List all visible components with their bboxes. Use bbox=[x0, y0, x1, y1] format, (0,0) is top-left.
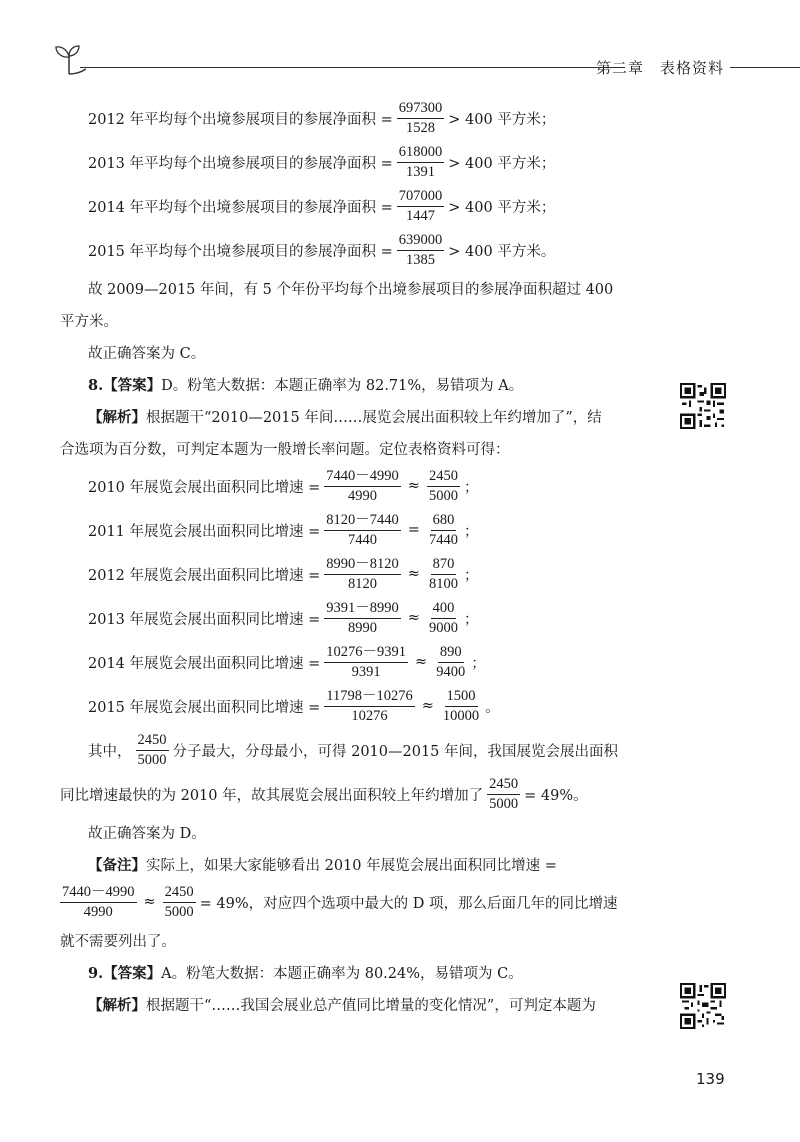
q8-answer-line bbox=[60, 368, 660, 400]
denominator: 8120 bbox=[348, 575, 378, 592]
fraction bbox=[324, 512, 401, 548]
numerator: 400 bbox=[431, 600, 457, 619]
answer-q8 bbox=[60, 816, 660, 848]
numerator: 2450 bbox=[487, 776, 520, 795]
fraction bbox=[397, 100, 445, 136]
answer-tag: 9.【答案】 bbox=[88, 964, 162, 982]
answer-q7 bbox=[60, 336, 660, 368]
answer-text: 故正确答案为 C。 bbox=[88, 345, 206, 362]
calc-line-2014 bbox=[60, 184, 660, 228]
numerator: 7440－4990 bbox=[324, 468, 401, 487]
note-tag: 【备注】 bbox=[88, 856, 146, 874]
numerator: 8120－7440 bbox=[324, 512, 401, 531]
denominator: 1528 bbox=[406, 119, 436, 136]
numerator: 618000 bbox=[397, 144, 445, 163]
line-label: 2015 年平均每个出境参展项目的参展净面积 = bbox=[88, 243, 393, 260]
analysis-tag: 【解析】 bbox=[88, 408, 146, 426]
note-text: 就不需要列出了。 bbox=[60, 933, 176, 950]
fraction bbox=[163, 884, 196, 920]
line-label: 2010 年展览会展出面积同比增速 = bbox=[88, 479, 321, 496]
numerator: 1500 bbox=[445, 688, 478, 707]
fraction bbox=[427, 600, 460, 636]
line-label: 2012 年展览会展出面积同比增速 = bbox=[88, 567, 321, 584]
growth-line-2010 bbox=[60, 464, 660, 508]
page-content bbox=[60, 96, 660, 1020]
fraction bbox=[324, 600, 401, 636]
fastest-prefix: 同比增速最快的为 2010 年，故其展览会展出面积较上年约增加了 bbox=[60, 787, 484, 804]
fastest-line bbox=[60, 772, 660, 816]
numerator: 680 bbox=[431, 512, 457, 531]
numerator: 890 bbox=[438, 644, 464, 663]
denominator: 9391 bbox=[351, 663, 381, 680]
growth-line-2012 bbox=[60, 552, 660, 596]
page-number: 139 bbox=[696, 1070, 725, 1088]
fraction bbox=[324, 468, 401, 504]
growth-line-2013 bbox=[60, 596, 660, 640]
numerator: 870 bbox=[431, 556, 457, 575]
line-label: 2013 年平均每个出境参展项目的参展净面积 = bbox=[88, 155, 393, 172]
denominator: 7440 bbox=[428, 531, 458, 548]
fraction bbox=[324, 556, 401, 592]
line-tail: ； bbox=[463, 611, 479, 628]
denominator: 4990 bbox=[83, 903, 113, 920]
analysis-text: 根据题干“……我国会展业总产值同比增量的变化情况”，可判定本题为 bbox=[146, 997, 596, 1014]
among-suffix: 分子最大，分母最小，可得 2010—2015 年间，我国展览会展出面积 bbox=[172, 743, 619, 760]
among-prefix: 其中， bbox=[88, 743, 132, 760]
q8-analysis-line-1 bbox=[60, 400, 660, 432]
operator: ≈ bbox=[407, 566, 420, 582]
fraction bbox=[397, 144, 445, 180]
denominator: 1391 bbox=[406, 163, 436, 180]
denominator: 9000 bbox=[428, 619, 458, 636]
note-text: 实际上，如果大家能够看出 2010 年展览会展出面积同比增速 = bbox=[146, 857, 557, 874]
conclusion-line-1 bbox=[60, 272, 660, 304]
note-line-1 bbox=[60, 848, 660, 880]
line-label: 2014 年平均每个出境参展项目的参展净面积 = bbox=[88, 199, 393, 216]
note-line-2 bbox=[60, 880, 660, 924]
header-rule-right bbox=[730, 67, 800, 68]
growth-line-2015 bbox=[60, 684, 660, 728]
conclusion-line-2 bbox=[60, 304, 660, 336]
line-tail: > 400 平方米； bbox=[448, 155, 556, 172]
fraction bbox=[434, 644, 467, 680]
denominator: 5000 bbox=[164, 903, 194, 920]
denominator: 5000 bbox=[137, 751, 167, 768]
denominator: 1385 bbox=[406, 251, 436, 268]
analysis-text: 合选项为百分数，可判定本题为一般增长率问题。定位表格资料可得： bbox=[60, 441, 510, 458]
line-tail: > 400 平方米； bbox=[448, 111, 556, 128]
denominator: 5000 bbox=[489, 795, 519, 812]
denominator: 10276 bbox=[351, 707, 388, 724]
operator: ≈ bbox=[415, 654, 428, 670]
calc-line-2012 bbox=[60, 96, 660, 140]
operator: = bbox=[407, 522, 420, 538]
analysis-tag: 【解析】 bbox=[88, 996, 146, 1014]
calc-line-2015 bbox=[60, 228, 660, 272]
line-label: 2012 年平均每个出境参展项目的参展净面积 = bbox=[88, 111, 393, 128]
operator: ≈ bbox=[143, 894, 156, 910]
fraction bbox=[324, 644, 408, 680]
numerator: 9391－8990 bbox=[324, 600, 401, 619]
note-line-3 bbox=[60, 924, 660, 956]
q9-answer-line bbox=[60, 956, 660, 988]
numerator: 697300 bbox=[397, 100, 445, 119]
qr-code-icon[interactable] bbox=[680, 983, 726, 1029]
denominator: 5000 bbox=[428, 487, 458, 504]
numerator: 2450 bbox=[136, 732, 169, 751]
answer-text: 故正确答案为 D。 bbox=[88, 825, 206, 842]
numerator: 8990－8120 bbox=[324, 556, 401, 575]
fraction bbox=[136, 732, 169, 768]
chapter-title: 第二章 表格资料 bbox=[596, 59, 725, 77]
numerator: 639000 bbox=[397, 232, 445, 251]
operator: ≈ bbox=[407, 610, 420, 626]
line-tail: ； bbox=[463, 567, 479, 584]
fraction bbox=[397, 188, 445, 224]
fraction bbox=[427, 468, 460, 504]
page-header bbox=[40, 40, 800, 80]
q9-analysis-line bbox=[60, 988, 660, 1020]
fastest-suffix: = 49%。 bbox=[524, 787, 588, 804]
line-label: 2011 年展览会展出面积同比增速 = bbox=[88, 523, 321, 540]
denominator: 1447 bbox=[406, 207, 436, 224]
analysis-text: 根据题干“2010—2015 年间……展览会展出面积较上年约增加了”，结 bbox=[146, 409, 602, 426]
header-rule-left bbox=[80, 67, 625, 68]
fraction bbox=[427, 556, 460, 592]
denominator: 10000 bbox=[442, 707, 480, 724]
fraction bbox=[487, 776, 520, 812]
denominator: 9400 bbox=[436, 663, 466, 680]
line-tail: 。 bbox=[485, 699, 500, 716]
fraction bbox=[441, 688, 481, 724]
denominator: 8100 bbox=[428, 575, 458, 592]
answer-tag: 8.【答案】 bbox=[88, 376, 162, 394]
line-tail: ； bbox=[471, 655, 486, 672]
growth-line-2014 bbox=[60, 640, 660, 684]
growth-line-2011 bbox=[60, 508, 660, 552]
denominator: 7440 bbox=[348, 531, 378, 548]
note-text: = 49%，对应四个选项中最大的 D 项，那么后面几年的同比增速 bbox=[199, 895, 618, 912]
line-label: 2015 年展览会展出面积同比增速 = bbox=[88, 699, 321, 716]
numerator: 707000 bbox=[397, 188, 445, 207]
fraction bbox=[427, 512, 460, 548]
denominator: 8990 bbox=[348, 619, 378, 636]
line-tail: ； bbox=[463, 523, 479, 540]
line-tail: > 400 平方米。 bbox=[448, 243, 556, 260]
line-tail: > 400 平方米； bbox=[448, 199, 556, 216]
conclusion-text: 平方米。 bbox=[60, 313, 118, 330]
numerator: 10276－9391 bbox=[324, 644, 408, 663]
fraction bbox=[60, 884, 137, 920]
conclusion-text: 故 2009—2015 年间，有 5 个年份平均每个出境参展项目的参展净面积超过 400 bbox=[88, 281, 614, 298]
answer-text: D。粉笔大数据：本题正确率为 82.71%，易错项为 A。 bbox=[161, 377, 524, 394]
sprout-icon bbox=[52, 42, 86, 80]
line-tail: ； bbox=[463, 479, 479, 496]
operator: ≈ bbox=[421, 698, 434, 714]
line-label: 2014 年展览会展出面积同比增速 = bbox=[88, 655, 321, 672]
denominator: 4990 bbox=[348, 487, 378, 504]
line-label: 2013 年展览会展出面积同比增速 = bbox=[88, 611, 321, 628]
among-line bbox=[60, 728, 660, 772]
numerator: 2450 bbox=[163, 884, 196, 903]
qr-code-icon[interactable] bbox=[680, 383, 726, 429]
numerator: 7440－4990 bbox=[60, 884, 137, 903]
operator: ≈ bbox=[407, 478, 420, 494]
numerator: 2450 bbox=[427, 468, 460, 487]
calc-line-2013 bbox=[60, 140, 660, 184]
fraction bbox=[397, 232, 445, 268]
answer-text: A。粉笔大数据：本题正确率为 80.24%，易错项为 C。 bbox=[161, 965, 523, 982]
fraction bbox=[324, 688, 414, 724]
numerator: 11798－10276 bbox=[324, 688, 414, 707]
q8-analysis-line-2 bbox=[60, 432, 660, 464]
